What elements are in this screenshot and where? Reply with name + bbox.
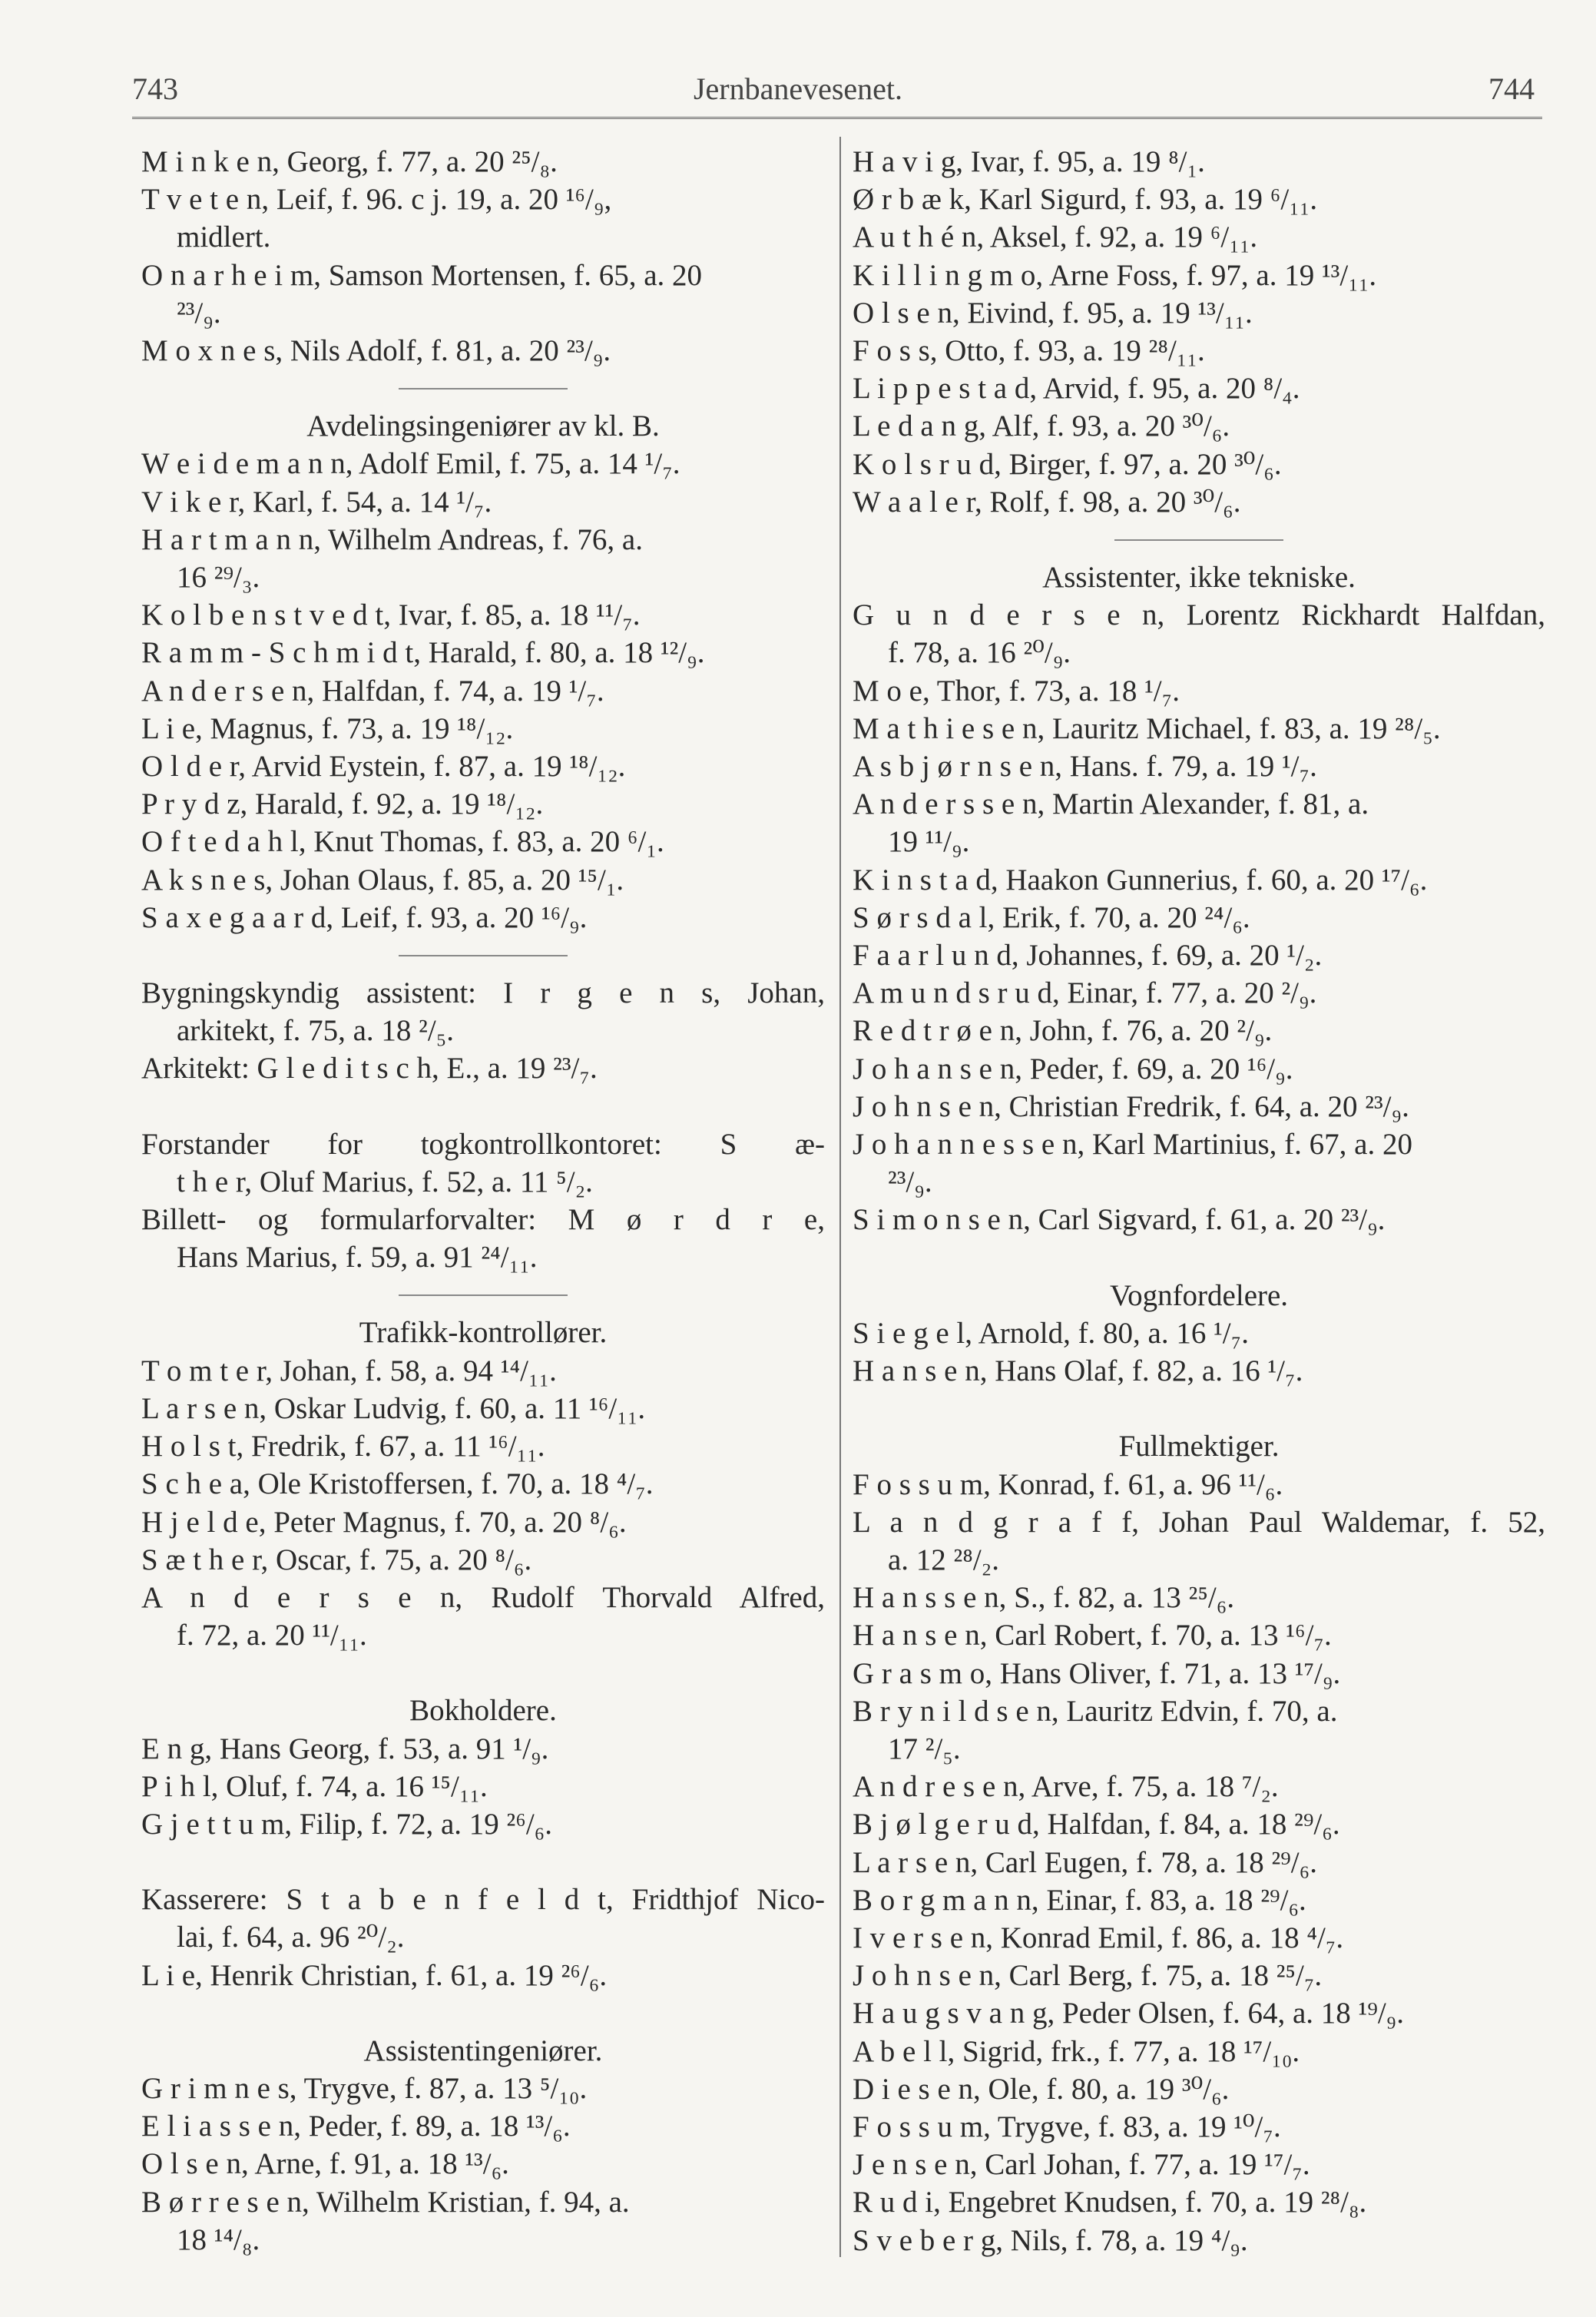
entry-line: S ø r s d a l, Erik, f. 70, a. 20 ²⁴/₆. xyxy=(853,900,1250,934)
section-gap xyxy=(141,1843,825,1881)
entry-line: I v e r s e n, Konrad Emil, f. 86, a. 18 ⁴/₇. xyxy=(853,1921,1344,1954)
right-page-number: 744 xyxy=(1488,71,1535,106)
entry-line: L i e, Henrik Christian, f. 61, a. 19 ²⁶/₆. xyxy=(141,1958,608,1992)
entry-line: arkitekt, f. 75, a. 18 ²/₅. xyxy=(177,1014,455,1048)
entry-line: F o s s u m, Konrad, f. 61, a. 96 ¹¹/₆. xyxy=(853,1467,1283,1501)
entry-line: L e d a n g, Alf, f. 93, a. 20 ³⁰/₆. xyxy=(853,409,1230,443)
section-gap xyxy=(853,1390,1545,1427)
entry-line: E n g, Hans Georg, f. 53, a. 91 ¹/₉. xyxy=(141,1732,549,1765)
entry-line: L a n d g r a f f, Johan Paul Waldemar, f. 52, xyxy=(853,1505,1545,1539)
entry-line: T o m t e r, Johan, f. 58, a. 94 ¹⁴/₁₁. xyxy=(141,1354,557,1387)
section-heading: Vognfordelere. xyxy=(1109,1278,1289,1312)
entry-line: K o l s r u d, Birger, f. 97, a. 20 ³⁰/₆. xyxy=(853,447,1282,481)
entry-line: F o s s, Otto, f. 93, a. 19 ²⁸/₁₁. xyxy=(853,334,1205,368)
section-rule xyxy=(141,1276,825,1314)
entry-line: f. 78, a. 16 ²⁰/₉. xyxy=(888,636,1071,670)
section-heading: Fullmektiger. xyxy=(1118,1430,1280,1463)
right-column xyxy=(853,143,1545,2259)
entry-line: 18 ¹⁴/₈. xyxy=(177,2223,260,2256)
entry-line: Hans Marius, f. 59, a. 91 ²⁴/₁₁. xyxy=(177,1241,538,1275)
entry-line: A u t h é n, Aksel, f. 92, a. 19 ⁶/₁₁. xyxy=(853,220,1258,254)
left-page-number: 743 xyxy=(132,71,178,106)
entry-line: P i h l, Oluf, f. 74, a. 16 ¹⁵/₁₁. xyxy=(141,1769,488,1803)
entry-line: K o l b e n s t v e d t, Ivar, f. 85, a. 18 ¹¹/₇. xyxy=(141,598,641,632)
entry-line: Ø r b æ k, Karl Sigurd, f. 93, a. 19 ⁶/₁₁. xyxy=(853,183,1318,217)
entry-line: L i p p e s t a d, Arvid, f. 95, a. 20 ⁸/₄. xyxy=(853,372,1300,406)
entry-line: G r i m n e s, Trygve, f. 87, a. 13 ⁵/₁₀. xyxy=(141,2071,588,2105)
section-gap xyxy=(141,1088,825,1125)
entry-line: Billett- og formularforvalter: M ø r d r e, xyxy=(141,1203,825,1237)
entry-line: P r y d z, Harald, f. 92, a. 19 ¹⁸/₁₂. xyxy=(141,787,544,821)
entry-line: A n d e r s e n, Rudolf Thorvald Alfred, xyxy=(141,1580,825,1614)
section-heading: Trafikk-kontrollører. xyxy=(359,1316,608,1350)
section-gap xyxy=(141,1654,825,1692)
entry-line: H a u g s v a n g, Peder Olsen, f. 64, a. 18 ¹⁹/₉. xyxy=(853,1997,1405,2030)
entry-line: L i e, Magnus, f. 73, a. 19 ¹⁸/₁₂. xyxy=(141,711,514,745)
section-rule xyxy=(141,370,825,407)
entry-line: Bygningskyndig assistent: I r g e n s, Johan, xyxy=(141,976,825,1010)
section-heading: Assistenter, ikke tekniske. xyxy=(1042,561,1356,595)
entry-line: 16 ²⁹/₃. xyxy=(177,561,260,595)
section-heading: Bokholdere. xyxy=(409,1694,557,1728)
entry-line: J e n s e n, Carl Johan, f. 77, a. 19 ¹⁷/₇. xyxy=(853,2148,1310,2182)
entry-line: F a a r l u n d, Johannes, f. 69, a. 20 ¹/₂. xyxy=(853,939,1323,973)
entry-line: 19 ¹¹/₉. xyxy=(888,825,970,859)
entry-line: midlert. xyxy=(177,220,271,254)
entry-line: A s b j ø r n s e n, Hans. f. 79, a. 19 ¹/₇. xyxy=(853,750,1317,784)
section-heading: Avdelingsingeniører av kl. B. xyxy=(306,409,660,443)
entry-line: H a v i g, Ivar, f. 95, a. 19 ⁸/₁. xyxy=(853,145,1205,178)
entry-line: f. 72, a. 20 ¹¹/₁₁. xyxy=(177,1619,367,1652)
entry-line: B r y n i l d s e n, Lauritz Edvin, f. 70, a. xyxy=(853,1694,1338,1728)
entry-line: W e i d e m a n n, Adolf Emil, f. 75, a. 14 ¹/₇. xyxy=(141,447,680,481)
entry-line: ²³/₉. xyxy=(177,296,221,330)
entry-line: W a a l e r, Rolf, f. 98, a. 20 ³⁰/₆. xyxy=(853,485,1241,519)
left-column xyxy=(141,143,825,2259)
entry-line: E l i a s s e n, Peder, f. 89, a. 18 ¹³/₆. xyxy=(141,2110,571,2143)
entry-line: H a n s e n, Carl Robert, f. 70, a. 13 ¹⁶/₇. xyxy=(853,1619,1332,1652)
entry-line: O l s e n, Arne, f. 91, a. 18 ¹³/₆. xyxy=(141,2147,509,2181)
entry-line: B o r g m a n n, Einar, f. 83, a. 18 ²⁹/₆. xyxy=(853,1883,1306,1917)
entry-line: H a n s e n, Hans Olaf, f. 82, a. 16 ¹/₇. xyxy=(853,1354,1303,1388)
entry-line: Forstander for togkontrollkontoret: S æ- xyxy=(141,1127,825,1161)
entry-line: lai, f. 64, a. 96 ²⁰/₂. xyxy=(177,1921,405,1954)
header-rule xyxy=(132,117,1542,119)
column-divider xyxy=(839,137,841,2257)
entry-line: M o e, Thor, f. 73, a. 18 ¹/₇. xyxy=(853,674,1180,708)
entry-line: O l s e n, Eivind, f. 95, a. 19 ¹³/₁₁. xyxy=(853,296,1253,330)
entry-line: a. 12 ²⁸/₂. xyxy=(888,1543,1000,1576)
entry-line: R a m m - S c h m i d t, Harald, f. 80, a. 18 ¹²/₉. xyxy=(141,636,705,670)
entry-line: O n a r h e i m, Samson Mortensen, f. 65, a. 20 xyxy=(141,258,703,292)
entry-line: Kasserere: S t a b e n f e l d t, Fridthjof Nico- xyxy=(141,1883,825,1917)
section-gap xyxy=(141,1994,825,2032)
entry-line: M i n k e n, Georg, f. 77, a. 20 ²⁵/₈. xyxy=(141,145,558,178)
entry-line: G u n d e r s e n, Lorentz Rickhardt Halfdan, xyxy=(853,598,1545,632)
section-gap xyxy=(853,1239,1545,1277)
entry-line: J o h n s e n, Christian Fredrik, f. 64, a. 20 ²³/₉. xyxy=(853,1089,1409,1123)
entry-line: B ø r r e s e n, Wilhelm Kristian, f. 94, a. xyxy=(141,2185,630,2219)
entry-line: S a x e g a a r d, Leif, f. 93, a. 20 ¹⁶/₉. xyxy=(141,900,588,934)
entry-line: 17 ²/₅. xyxy=(888,1732,961,1765)
entry-line: H o l s t, Fredrik, f. 67, a. 11 ¹⁶/₁₁. xyxy=(141,1430,545,1463)
entry-line: R u d i, Engebret Knudsen, f. 70, a. 19 ²⁸/₈. xyxy=(853,2186,1367,2219)
entry-line: G j e t t u m, Filip, f. 72, a. 19 ²⁶/₆. xyxy=(141,1807,553,1841)
entry-line: V i k e r, Karl, f. 54, a. 14 ¹/₇. xyxy=(141,485,492,519)
entry-line: O l d e r, Arvid Eystein, f. 87, a. 19 ¹⁸/₁₂. xyxy=(141,750,626,784)
entry-line: J o h a n s e n, Peder, f. 69, a. 20 ¹⁶/₉. xyxy=(853,1052,1293,1086)
section-rule xyxy=(141,936,825,974)
entry-line: T v e t e n, Leif, f. 96. c j. 19, a. 20 ¹⁶/₉, xyxy=(141,183,612,217)
entry-line: A n d e r s s e n, Martin Alexander, f. 81, a. xyxy=(853,787,1369,821)
entry-line: S c h e a, Ole Kristoffersen, f. 70, a. 18 ⁴/₇. xyxy=(141,1467,654,1501)
entry-line: H j e l d e, Peter Magnus, f. 70, a. 20 ⁸/₆. xyxy=(141,1505,627,1539)
section-heading: Assistentingeniører. xyxy=(363,2034,603,2067)
entry-line: H a r t m a n n, Wilhelm Andreas, f. 76, a. xyxy=(141,522,643,556)
entry-line: S v e b e r g, Nils, f. 78, a. 19 ⁴/₉. xyxy=(853,2223,1248,2257)
entry-line: L a r s e n, Oskar Ludvig, f. 60, a. 11 ¹⁶/₁₁. xyxy=(141,1391,646,1425)
section-rule xyxy=(853,521,1545,559)
running-title: Jernbanevesenet. xyxy=(693,71,903,106)
entry-line: S i m o n s e n, Carl Sigvard, f. 61, a. 20 ²³/₉. xyxy=(853,1203,1386,1237)
entry-line: F o s s u m, Trygve, f. 83, a. 19 ¹⁰/₇. xyxy=(853,2110,1281,2143)
entry-line: J o h a n n e s s e n, Karl Martinius, f. 67, a. 20 xyxy=(853,1128,1412,1162)
entry-line: S i e g e l, Arnold, f. 80, a. 16 ¹/₇. xyxy=(853,1316,1249,1350)
entry-line: t h e r, Oluf Marius, f. 52, a. 11 ⁵/₂. xyxy=(177,1165,593,1198)
entry-line: M a t h i e s e n, Lauritz Michael, f. 83, a. 19 ²⁸/₅. xyxy=(853,711,1441,745)
entry-line: A k s n e s, Johan Olaus, f. 85, a. 20 ¹⁵/₁. xyxy=(141,863,624,897)
entry-line: A n d e r s e n, Halfdan, f. 74, a. 19 ¹/₇. xyxy=(141,674,604,708)
entry-line: J o h n s e n, Carl Berg, f. 75, a. 18 ²⁵/₇. xyxy=(853,1959,1323,1993)
entry-line: M o x n e s, Nils Adolf, f. 81, a. 20 ²³/₉. xyxy=(141,334,611,368)
entry-line: H a n s s e n, S., f. 82, a. 13 ²⁵/₆. xyxy=(853,1581,1235,1615)
entry-line: ²³/₉. xyxy=(888,1165,932,1199)
entry-line: R e d t r ø e n, John, f. 76, a. 20 ²/₉. xyxy=(853,1014,1273,1048)
entry-line: O f t e d a h l, Knut Thomas, f. 83, a. 20 ⁶/₁. xyxy=(141,825,664,859)
entry-line: A n d r e s e n, Arve, f. 75, a. 18 ⁷/₂. xyxy=(853,1770,1279,1804)
entry-line: B j ø l g e r u d, Halfdan, f. 84, a. 18 ²⁹/₆. xyxy=(853,1808,1340,1841)
entry-line: G r a s m o, Hans Oliver, f. 71, a. 13 ¹⁷/₉. xyxy=(853,1656,1341,1690)
entry-line: S æ t h e r, Oscar, f. 75, a. 20 ⁸/₆. xyxy=(141,1543,532,1576)
entry-line: Arkitekt: G l e d i t s c h, E., a. 19 ²³/₇. xyxy=(141,1052,598,1086)
entry-line: D i e s e n, Ole, f. 80, a. 19 ³⁰/₆. xyxy=(853,2072,1230,2106)
entry-line: K i l l i n g m o, Arne Foss, f. 97, a. 19 ¹³/₁₁. xyxy=(853,258,1377,292)
entry-line: A b e l l, Sigrid, frk., f. 77, a. 18 ¹⁷/₁₀. xyxy=(853,2034,1300,2068)
entry-line: L a r s e n, Carl Eugen, f. 78, a. 18 ²⁹/₆. xyxy=(853,1845,1317,1879)
entry-line: K i n s t a d, Haakon Gunnerius, f. 60, a. 20 ¹⁷/₆. xyxy=(853,863,1428,897)
entry-line: A m u n d s r u d, Einar, f. 77, a. 20 ²/₉. xyxy=(853,976,1317,1010)
